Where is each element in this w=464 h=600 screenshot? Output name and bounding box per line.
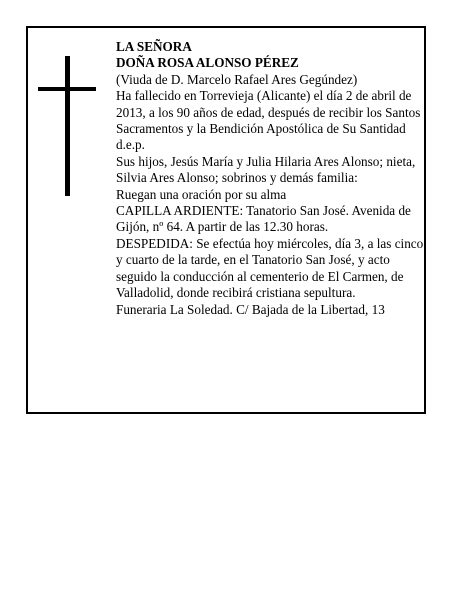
- death-announcement: Ha fallecido en Torrevieja (Alicante) el día 2 de abril de 2013, a los 90 años de edad, después de recibir los Santos Sacramentos y la Bendición Apostólica de Su Santidad: [116, 88, 421, 137]
- family-list: Sus hijos, Jesús María y Julia Hilaria Ares Alonso; nieta, Silvia Ares Alonso; sobrinos y demás familia:: [116, 153, 416, 186]
- prayer-request: Ruegan una oración por su alma: [116, 186, 287, 202]
- funeral-home-info: Funeraria La Soledad. C/ Bajada de la Libertad, 13: [116, 301, 385, 317]
- latin-cross-icon: [38, 56, 96, 196]
- farewell-info: DESPEDIDA: Se efectúa hoy miércoles, día 3, a las cinco y cuarto de la tarde, en el Tanatorio San José, y acto seguido la conducción al cementerio de El Carmen, de Valladolid, donde recibirá cristiana sepultura.: [116, 235, 424, 301]
- obituary-notice: [26, 26, 426, 414]
- cross-vertical-bar: [65, 56, 70, 196]
- chapel-info: CAPILLA ARDIENTE: Tanatorio San José. Avenida de Gijón, nº 64. A partir de las 12.30 horas.: [116, 203, 411, 235]
- cross-horizontal-bar: [38, 87, 96, 91]
- widow-of-line: (Viuda de D. Marcelo Rafael Ares Gegúndez): [116, 71, 358, 87]
- notice-body: [116, 39, 426, 318]
- notice-title-honorific: LA SEÑORA: [116, 39, 192, 54]
- deceased-name: DOÑA ROSA ALONSO PÉREZ: [116, 55, 299, 71]
- rest-in-peace: d.e.p.: [116, 137, 145, 153]
